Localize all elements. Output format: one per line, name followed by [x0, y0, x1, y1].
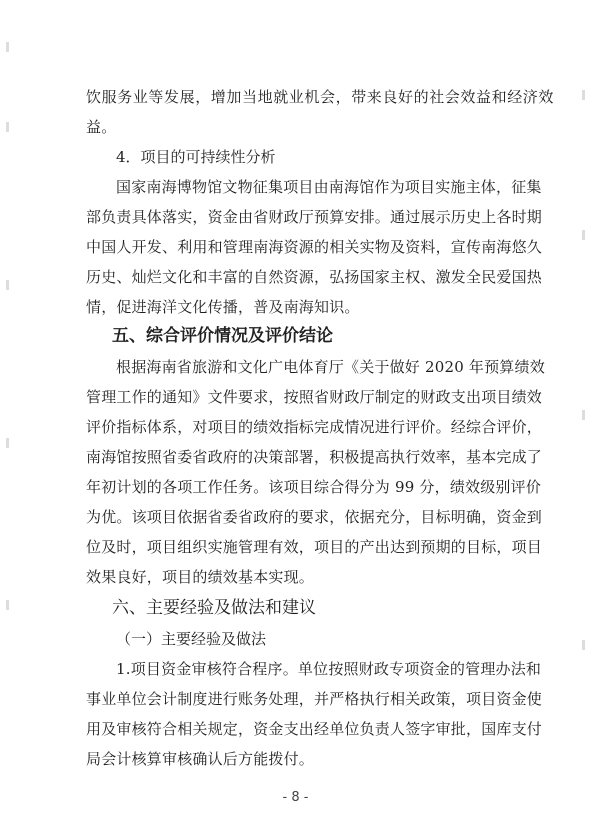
- paragraph-line: 管理工作的通知》文件要求，按照省财政厅制定的财政支出项目绩效: [86, 388, 543, 406]
- paragraph-line: 评价指标体系，对项目的绩效指标完成情况进行评价。经综合评价，: [86, 418, 543, 436]
- scan-margin-mark: [582, 410, 585, 420]
- paragraph-line: 根据海南省旅游和文化广电体育厅《关于做好 2020 年预算绩效: [116, 358, 545, 376]
- paragraph-line: 用及审核符合相关规定，资金支出经单位负责人签字审批，国库支付: [86, 720, 543, 738]
- paragraph-line: 年初计划的各项工作任务。该项目综合得分为 99 分，绩效级别评价: [86, 478, 542, 496]
- section-heading: 六、主要经验及做法和建议: [112, 598, 316, 618]
- scan-margin-mark: [582, 90, 585, 100]
- scan-margin-mark: [582, 640, 585, 650]
- page-number: - 8 -: [282, 790, 309, 805]
- paragraph-line: 1.项目资金审核符合程序。单位按照财政专项资金的管理办法和: [116, 660, 542, 678]
- scan-margin-mark: [6, 600, 9, 610]
- paragraph-line: 部负责具体落实，资金由省财政厅预算安排。通过展示历史上各时期: [86, 208, 543, 226]
- paragraph-line: 效果良好，项目的绩效基本实现。: [86, 568, 315, 586]
- section-heading: 五、综合评价情况及评价结论: [112, 326, 333, 346]
- paragraph-line: 事业单位会计制度进行账务处理，并严格执行相关政策，项目资金使: [86, 690, 543, 708]
- scan-margin-mark: [582, 230, 585, 240]
- paragraph-line: 为优。该项目依据省委省政府的要求，依据充分，目标明确，资金到: [86, 508, 543, 526]
- scan-margin-mark: [6, 438, 9, 448]
- scan-margin-mark: [6, 280, 9, 290]
- subsection-heading: （一）主要经验及做法: [116, 630, 267, 648]
- subsection-heading: 4．项目的可持续性分析: [116, 148, 276, 166]
- paragraph-line: 情，促进海洋文化传播，普及南海知识。: [86, 298, 360, 316]
- paragraph-line: 饮服务业等发展，增加当地就业机会，带来良好的社会效益和经济效: [86, 88, 555, 106]
- paragraph-line: 中国人开发、利用和管理南海资源的相关实物及资料，宣传南海悠久: [86, 238, 543, 256]
- paragraph-line: 局会计核算审核确认后方能拨付。: [86, 750, 315, 768]
- paragraph-line: 位及时，项目组织实施管理有效，项目的产出达到预期的目标，项目: [86, 538, 543, 556]
- paragraph-line: 国家南海博物馆文物征集项目由南海馆作为项目实施主体，征集: [116, 178, 542, 196]
- scan-margin-mark: [6, 122, 9, 132]
- paragraph-line: 南海馆按照省委省政府的决策部署，积极提高执行效率，基本完成了: [86, 448, 543, 466]
- paragraph-line: 历史、灿烂文化和丰富的自然资源，弘扬国家主权、激发全民爱国热: [86, 268, 543, 286]
- paragraph-line: 益。: [86, 118, 117, 136]
- scan-margin-mark: [6, 42, 9, 52]
